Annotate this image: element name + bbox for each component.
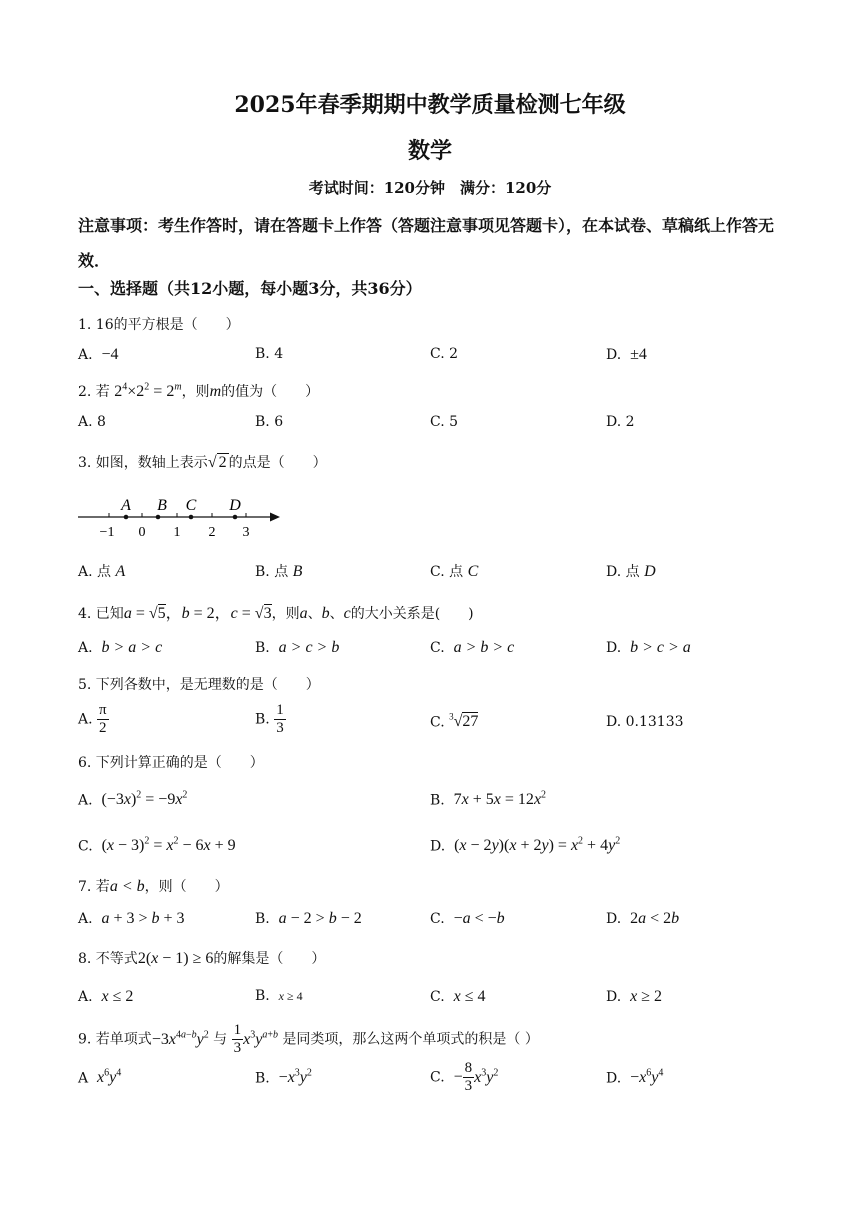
question-8-stem: 8. 不等式2(x − 1) ≥ 6的解集是（ ） (78, 950, 326, 967)
q5-option-c: C. $^3$√27 (430, 712, 479, 731)
axis-tick-0: 0 (138, 525, 146, 540)
axis-tick-1: 1 (173, 525, 181, 540)
question-3-stem: 3. 如图，数轴上表示√ 2 的点是（ ） (78, 454, 327, 471)
q9-option-c: C. − $\frac{8}{3}$ $x^3y^2$ (430, 1060, 499, 1094)
q8-option-c: C. x ≤ 4 (430, 988, 486, 1005)
q3-option-d: D. 点 D (606, 563, 656, 580)
q7-option-a: A. a + 3 > b + 3 (78, 910, 185, 927)
axis-point-d: D (229, 497, 241, 514)
q6-option-c: C. $(x - 3)^2 = x^2 - 6x + 9$ (78, 836, 236, 855)
question-7-stem: 7. 若a < b，则（ ） (78, 878, 229, 895)
q7-option-c: C. −a < −b (430, 910, 505, 927)
q6-option-a: A. $(-3x)^2 = -9x^2$ (78, 790, 188, 809)
section-heading: 一、选择题（共12小题，每小题3分，共36分） (78, 279, 422, 298)
q4-option-d: D. b > c > a (606, 639, 691, 656)
question-1-stem: 1. 16的平方根是（ ） (78, 317, 240, 333)
q8-option-d: D. x ≥ 2 (606, 988, 662, 1005)
q3-option-b: B. 点 B (255, 563, 303, 580)
q2-option-b: B. 6 (255, 414, 284, 430)
q1-option-a: A. −4 (78, 346, 119, 363)
question-5-stem: 5. 下列各数中，是无理数的是（ ） (78, 677, 320, 693)
question-9-stem: 9. 若单项式$-3x^{4a-b}y^2$ 与 $\frac{1}{3}$ $x^3y^{a+b}$ 是同类项，那么这两个单项式的积是（ ） (78, 1022, 539, 1056)
q4-option-c: C. a > b > c (430, 639, 515, 656)
q1-option-d: D. ±4 (606, 346, 647, 363)
axis-point-a: A (121, 497, 131, 514)
axis-tick-neg1: −1 (99, 525, 115, 540)
question-2-stem: 2. 若 $2^4\times 2^2 = 2^m$，则m的值为（ ） (78, 381, 320, 400)
q6-option-d: D. $(x - 2y)(x + 2y) = x^2 + 4y^2$ (430, 836, 621, 855)
subject-title: 数学 (407, 138, 452, 164)
number-line (74, 490, 294, 542)
axis-point-c: C (185, 497, 197, 514)
q3-option-c: C. 点 C (430, 563, 479, 580)
question-6-stem: 6. 下列计算正确的是（ ） (78, 755, 264, 771)
q3-option-a: A. 点 A (78, 563, 126, 580)
question-4-stem: 4. 已知a = √5，b = 2，c = √3，则a、b、c的大小关系是( ) (78, 605, 474, 622)
q5-option-a: A. $\frac{\pi}{2}$ (78, 702, 107, 736)
axis-tick-3: 3 (242, 525, 250, 540)
q7-option-d: D. 2a < 2b (606, 910, 680, 927)
q2-option-d: D. 2 (606, 414, 635, 430)
exam-info: 考试时间：120分钟 满分：120分 (308, 179, 552, 197)
q9-option-b: B. $-x^3y^2$ (255, 1068, 312, 1087)
exam-title: 2025年春季期期中教学质量检测七年级 (234, 92, 626, 118)
q9-option-a: A $x^6y^4$ (78, 1068, 122, 1087)
axis-tick-2: 2 (208, 525, 216, 540)
q2-option-c: C. 5 (430, 414, 459, 430)
q6-option-b: B. $7x + 5x = 12x^2$ (430, 790, 547, 809)
q5-option-d: D. 0.13133 (606, 714, 684, 730)
q1-option-b: B. 4 (255, 346, 284, 362)
notice: 注意事项：考生作答时，请在答题卡上作答（答题注意事项见答题卡），在本试卷、草稿纸上作答无效． (78, 216, 775, 270)
q5-option-b: B. $\frac{1}{3}$ (255, 702, 284, 736)
q2-option-a: A. 8 (78, 414, 106, 430)
q8-option-a: A. x ≤ 2 (78, 988, 134, 1005)
q1-option-c: C. 2 (430, 346, 459, 362)
axis-point-b: B (157, 497, 167, 514)
q7-option-b: B. a − 2 > b − 2 (255, 910, 362, 927)
q4-option-a: A. b > a > c (78, 639, 163, 656)
q9-option-d: D. $-x^6y^4$ (606, 1068, 664, 1087)
q4-option-b: B. a > c > b (255, 639, 340, 656)
q8-option-b: B. x ≥ 4 (255, 988, 303, 1004)
